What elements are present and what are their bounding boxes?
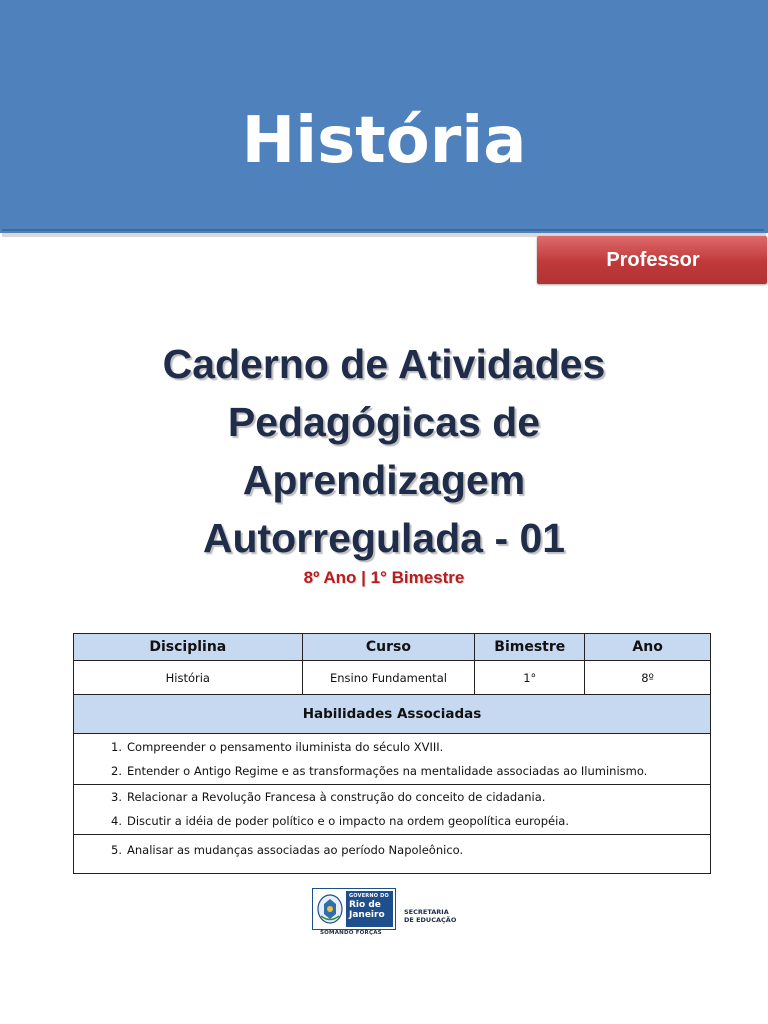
logo-gov-text: GOVERNO DO <box>349 893 389 899</box>
grade-subtitle: 8º Ano | 1° Bimestre <box>303 568 465 587</box>
info-table <box>73 633 711 874</box>
skill-item <box>74 839 710 863</box>
skill-text: Analisar as mudanças associadas ao período Napoleônico. <box>127 843 464 857</box>
logo-department-line: DE EDUCAÇÃO <box>404 916 457 924</box>
skill-text: Compreender o pensamento iluminista do século XVIII. <box>127 740 444 754</box>
skills-group-cell <box>74 785 711 835</box>
skill-number: 5. <box>111 843 122 857</box>
skills-group-cell <box>74 734 711 785</box>
state-seal-icon <box>316 892 344 926</box>
logo-motto: SOMANDO FORÇAS <box>320 930 382 936</box>
subject-title: História <box>241 104 527 178</box>
header-bimestre: Bimestre <box>475 634 585 661</box>
logo-state-name <box>349 900 385 920</box>
document-title-line: Pedagógicas de <box>227 399 541 445</box>
document-title <box>0 335 768 567</box>
skill-text: Entender o Antigo Regime e as transformações na mentalidade associadas ao Iluminismo. <box>127 764 648 778</box>
skill-text: Discutir a idéia de poder político e o impacto na ordem geopolítica européia. <box>127 814 569 828</box>
skills-group-2 <box>74 785 711 835</box>
info-table-header-row <box>74 634 711 661</box>
header-disciplina: Disciplina <box>74 634 303 661</box>
header-ano: Ano <box>585 634 711 661</box>
skill-number: 2. <box>111 764 122 778</box>
skills-group-3 <box>74 835 711 874</box>
skills-group-1 <box>74 734 711 785</box>
government-logo <box>312 888 462 940</box>
logo-department-line: SECRETARIA <box>404 908 449 916</box>
skill-item <box>74 760 710 784</box>
logo-state-line: Janeiro <box>349 910 385 920</box>
logo-state-line: Rio de <box>349 900 381 910</box>
skill-item <box>74 810 710 834</box>
skill-item <box>74 786 710 810</box>
logo-frame <box>312 888 396 930</box>
skills-header-row <box>74 695 711 734</box>
logo-department <box>404 908 456 924</box>
document-title-line: Caderno de Atividades <box>162 341 606 387</box>
skill-item <box>74 736 710 760</box>
professor-badge <box>537 236 767 284</box>
value-ano: 8º <box>585 661 711 695</box>
skills-title: Habilidades Associadas <box>74 695 711 734</box>
skills-group-cell <box>74 835 711 874</box>
skill-number: 4. <box>111 814 122 828</box>
value-bimestre: 1° <box>475 661 585 695</box>
value-curso: Ensino Fundamental <box>302 661 475 695</box>
document-title-line: Aprendizagem <box>242 457 526 503</box>
professor-badge-label: Professor <box>606 249 700 271</box>
value-disciplina: História <box>74 661 303 695</box>
document-title-line: Autorregulada - 01 <box>202 515 566 561</box>
skill-number: 3. <box>111 790 122 804</box>
logo-blue-panel <box>346 891 393 927</box>
skill-number: 1. <box>111 740 122 754</box>
header-curso: Curso <box>302 634 475 661</box>
skill-text: Relacionar a Revolução Francesa à construção do conceito de cidadania. <box>127 790 546 804</box>
info-table-values-row <box>74 661 711 695</box>
